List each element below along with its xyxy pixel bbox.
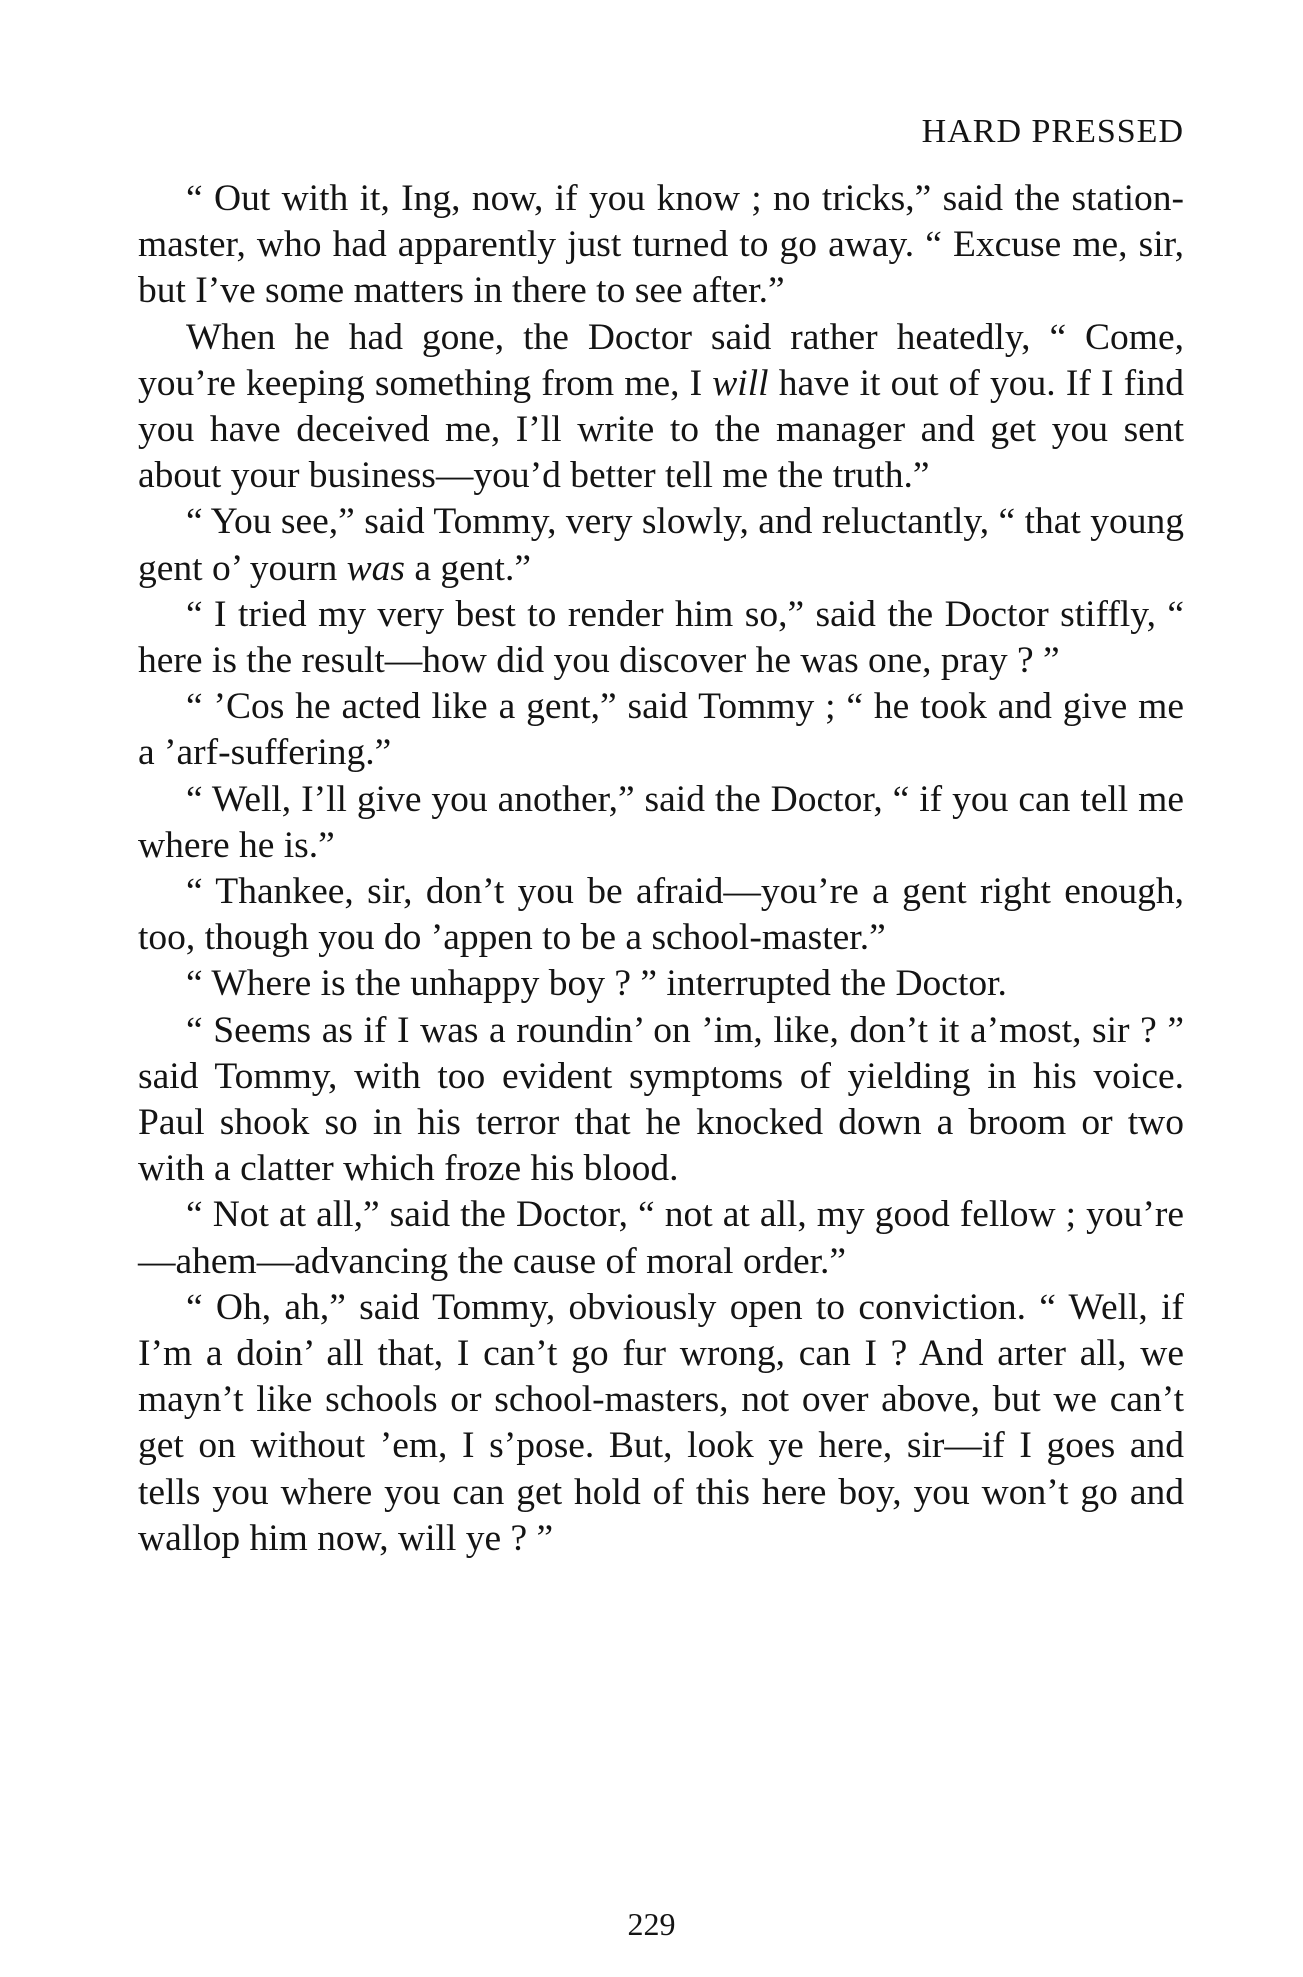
paragraph [138,499,1184,591]
text-run: “ Seems as if I was a roundin’ on ’im, like, don’t it a’most, sir ? ” said Tommy, with too evident symptoms of yielding in his voice. Paul shook so in his terror that he knocked down a broom or two with a clatter which froze his blood. [138,1009,1184,1190]
text-run: “ You see,” said Tommy, very slowly, and reluctantly, “ that young gent o’ yourn [138,501,1184,589]
paragraph [138,176,1184,315]
text-run: “ I tried my very best to render him so,” said the Doctor stiffly, “ here is the result—how did you discover he was one, pray ? ” [138,593,1184,682]
text-run: a gent.” [405,547,531,589]
text-run: “ Well, I’ll give you another,” said the Doctor, “ if you can tell me where he is.” [138,778,1184,866]
text-run: “ Out with it, Ing, now, if you know ; no tricks,” said the station-master, who had apparently just turned to go away. “ Excuse me, sir, but I’ve some matters in there to see after.” [138,178,1184,312]
paragraph [138,592,1184,684]
text-run: have it out of you. If I find you have deceived me, I’ll write to the manager and get you sent about your business—you’d better tell me the truth.” [138,362,1184,497]
paragraph [138,315,1184,500]
text-run: “ Oh, ah,” said Tommy, obviously open to conviction. “ Well, if I’m a doin’ all that, I can’t go fur wrong, can I ? And arter all, we mayn’t like schools or school-masters, not over above, but we can’t get on without ’em, I s’pose. But, look ye here, sir—if I goes and tells you where you can get hold of this here boy, you won’t go and wallop him now, will ye ? ” [138,1286,1184,1559]
page-number: 229 [627,1906,676,1942]
paragraph [138,684,1184,776]
text-run: “ Where is the unhappy boy ? ” interrupted the Doctor. [186,963,1007,1005]
paragraph [138,1008,1184,1193]
paragraph [138,961,1184,1007]
paragraph [138,1192,1184,1284]
text-run: “ Thankee, sir, don’t you be afraid—you’re a gent right enough, too, though you do ’appen to be a school-master.” [138,871,1184,959]
body-text [138,176,1184,1562]
italic-run: was [346,547,405,589]
running-head: HARD PRESSED [921,113,1184,150]
paragraph [138,869,1184,961]
paragraph [138,777,1184,869]
text-run: “ ’Cos he acted like a gent,” said Tommy ; “ he took and give me a ’arf-suffering.” [138,686,1184,774]
text-run: “ Not at all,” said the Doctor, “ not at all, my good fellow ; you’re—ahem—advancing the cause of moral order.” [138,1194,1184,1282]
italic-run: will [712,362,769,404]
paragraph [138,1285,1184,1562]
text-run: When he had gone, the Doctor said rather heatedly, “ Come, you’re keeping something from me, I [138,316,1184,404]
